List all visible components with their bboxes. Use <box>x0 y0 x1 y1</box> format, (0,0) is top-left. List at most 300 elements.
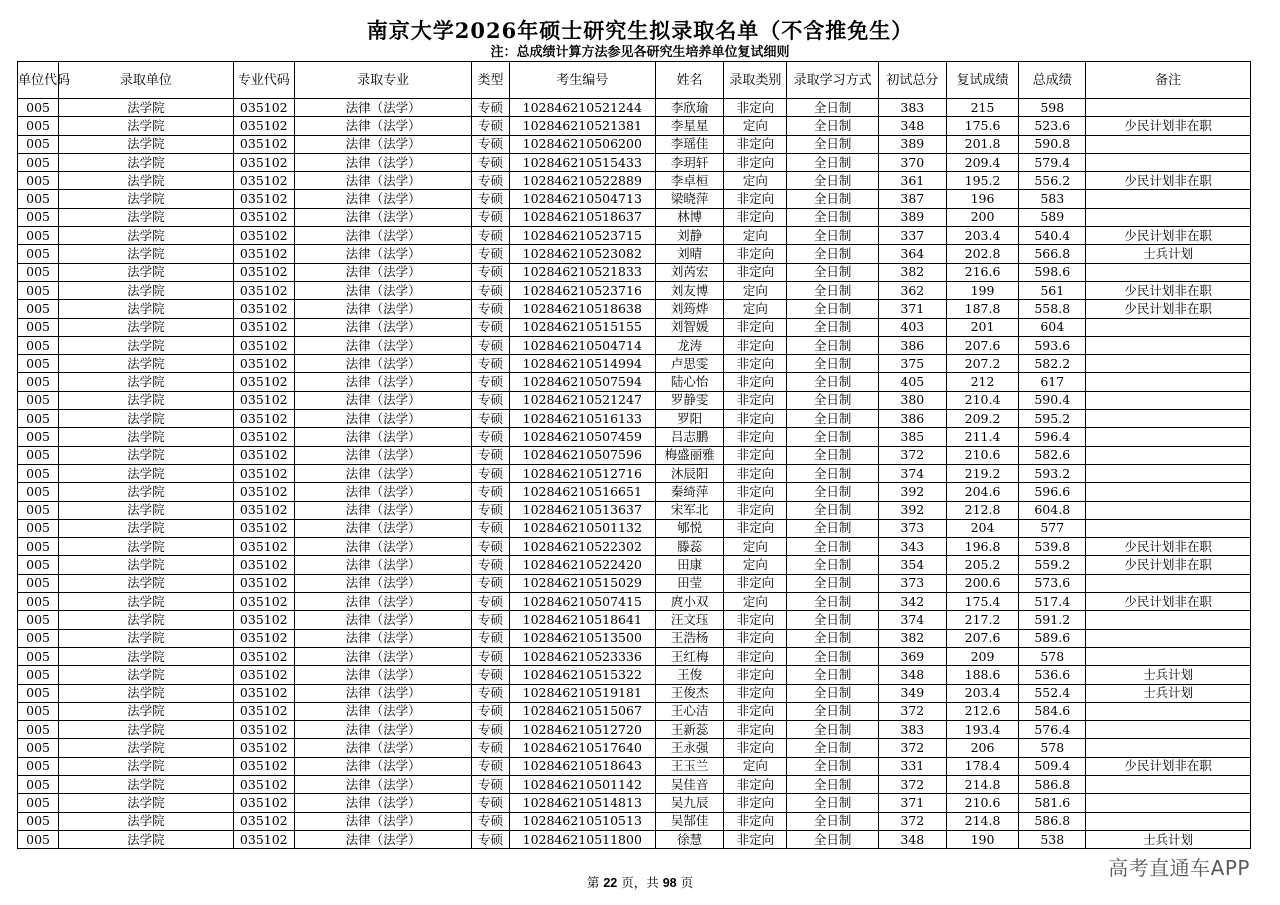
cell-study-mode: 全日制 <box>787 647 878 665</box>
cell-name: 卢思雯 <box>656 355 724 373</box>
cell-type: 专硕 <box>472 812 509 830</box>
cell-initial-score: 373 <box>878 519 946 537</box>
cell-remarks: 少民计划非在职 <box>1086 757 1251 775</box>
cell-type: 专硕 <box>472 830 509 848</box>
cell-unit-code: 005 <box>18 830 59 848</box>
cell-unit-code: 005 <box>18 556 59 574</box>
cell-type: 专硕 <box>472 227 509 245</box>
cell-type: 专硕 <box>472 739 509 757</box>
cell-unit: 法学院 <box>59 538 234 556</box>
table-row <box>18 391 1251 409</box>
watermark: 高考直通车APP <box>1108 856 1250 880</box>
cell-category: 非定向 <box>724 519 787 537</box>
cell-initial-score: 337 <box>878 227 946 245</box>
cell-total-score: 589 <box>1019 208 1086 226</box>
cell-name: 梁晓萍 <box>656 190 724 208</box>
cell-remarks <box>1086 794 1251 812</box>
cell-type: 专硕 <box>472 135 509 153</box>
cell-remarks: 士兵计划 <box>1086 830 1251 848</box>
cell-category: 非定向 <box>724 245 787 263</box>
cell-initial-score: 380 <box>878 391 946 409</box>
cell-major: 法律（法学） <box>294 410 472 428</box>
cell-type: 专硕 <box>472 190 509 208</box>
table-row <box>18 757 1251 775</box>
cell-category: 定向 <box>724 757 787 775</box>
cell-unit: 法学院 <box>59 464 234 482</box>
table-row <box>18 190 1251 208</box>
cell-unit-code: 005 <box>18 153 59 171</box>
cell-study-mode: 全日制 <box>787 629 878 647</box>
cell-study-mode: 全日制 <box>787 775 878 793</box>
cell-unit-code: 005 <box>18 757 59 775</box>
cell-unit-code: 005 <box>18 611 59 629</box>
cell-candidate-id: 102846210516133 <box>509 410 655 428</box>
cell-major: 法律（法学） <box>294 245 472 263</box>
cell-name: 徐慧 <box>656 830 724 848</box>
cell-unit-code: 005 <box>18 391 59 409</box>
cell-category: 非定向 <box>724 99 787 117</box>
cell-retest-score: 188.6 <box>946 666 1018 684</box>
cell-major: 法律（法学） <box>294 574 472 592</box>
cell-major: 法律（法学） <box>294 593 472 611</box>
cell-name: 林博 <box>656 208 724 226</box>
cell-total-score: 558.8 <box>1019 300 1086 318</box>
cell-category: 非定向 <box>724 739 787 757</box>
cell-name: 李瑶佳 <box>656 135 724 153</box>
cell-major: 法律（法学） <box>294 355 472 373</box>
cell-unit-code: 005 <box>18 318 59 336</box>
cell-name: 吕志鹏 <box>656 428 724 446</box>
cell-unit-code: 005 <box>18 373 59 391</box>
cell-major-code: 035102 <box>233 99 294 117</box>
cell-initial-score: 349 <box>878 684 946 702</box>
cell-retest-score: 214.8 <box>946 775 1018 793</box>
cell-major: 法律（法学） <box>294 684 472 702</box>
cell-retest-score: 212 <box>946 373 1018 391</box>
cell-initial-score: 354 <box>878 556 946 574</box>
cell-total-score: 586.8 <box>1019 812 1086 830</box>
cell-candidate-id: 102846210515433 <box>509 153 655 171</box>
cell-name: 李卓桓 <box>656 172 724 190</box>
cell-remarks <box>1086 190 1251 208</box>
cell-major-code: 035102 <box>233 410 294 428</box>
cell-major: 法律（法学） <box>294 117 472 135</box>
cell-candidate-id: 102846210511800 <box>509 830 655 848</box>
cell-study-mode: 全日制 <box>787 501 878 519</box>
cell-study-mode: 全日制 <box>787 739 878 757</box>
cell-name: 汪文珏 <box>656 611 724 629</box>
cell-major: 法律（法学） <box>294 300 472 318</box>
cell-initial-score: 371 <box>878 794 946 812</box>
cell-unit-code: 005 <box>18 739 59 757</box>
cell-study-mode: 全日制 <box>787 794 878 812</box>
cell-retest-score: 195.2 <box>946 172 1018 190</box>
table-row <box>18 263 1251 281</box>
cell-retest-score: 175.4 <box>946 593 1018 611</box>
cell-major-code: 035102 <box>233 483 294 501</box>
cell-total-score: 582.2 <box>1019 355 1086 373</box>
cell-name: 刘友博 <box>656 281 724 299</box>
cell-total-score: 593.2 <box>1019 464 1086 482</box>
cell-initial-score: 392 <box>878 501 946 519</box>
cell-unit-code: 005 <box>18 812 59 830</box>
cell-remarks <box>1086 629 1251 647</box>
cell-candidate-id: 102846210523716 <box>509 281 655 299</box>
cell-major-code: 035102 <box>233 830 294 848</box>
cell-unit-code: 005 <box>18 574 59 592</box>
cell-retest-score: 211.4 <box>946 428 1018 446</box>
cell-unit-code: 005 <box>18 428 59 446</box>
cell-retest-score: 190 <box>946 830 1018 848</box>
cell-category: 非定向 <box>724 812 787 830</box>
cell-retest-score: 203.4 <box>946 227 1018 245</box>
cell-candidate-id: 102846210514994 <box>509 355 655 373</box>
cell-unit: 法学院 <box>59 757 234 775</box>
header-unit: 录取单位 <box>59 62 234 99</box>
cell-candidate-id: 102846210507594 <box>509 373 655 391</box>
cell-category: 非定向 <box>724 483 787 501</box>
cell-retest-score: 175.6 <box>946 117 1018 135</box>
cell-unit: 法学院 <box>59 684 234 702</box>
cell-unit: 法学院 <box>59 830 234 848</box>
cell-unit-code: 005 <box>18 446 59 464</box>
cell-name: 吴九辰 <box>656 794 724 812</box>
cell-major-code: 035102 <box>233 794 294 812</box>
cell-unit: 法学院 <box>59 281 234 299</box>
cell-name: 田康 <box>656 556 724 574</box>
cell-name: 罗阳 <box>656 410 724 428</box>
table-row <box>18 556 1251 574</box>
cell-name: 王俊杰 <box>656 684 724 702</box>
cell-name: 郇悦 <box>656 519 724 537</box>
cell-total-score: 604 <box>1019 318 1086 336</box>
cell-total-score: 517.4 <box>1019 593 1086 611</box>
cell-type: 专硕 <box>472 702 509 720</box>
cell-total-score: 540.4 <box>1019 227 1086 245</box>
cell-unit: 法学院 <box>59 574 234 592</box>
cell-major-code: 035102 <box>233 775 294 793</box>
cell-major-code: 035102 <box>233 300 294 318</box>
cell-total-score: 559.2 <box>1019 556 1086 574</box>
cell-unit: 法学院 <box>59 373 234 391</box>
admission-table <box>17 61 1251 849</box>
cell-major: 法律（法学） <box>294 208 472 226</box>
cell-name: 王浩杨 <box>656 629 724 647</box>
cell-candidate-id: 102846210510513 <box>509 812 655 830</box>
cell-retest-score: 202.8 <box>946 245 1018 263</box>
cell-total-score: 589.6 <box>1019 629 1086 647</box>
cell-retest-score: 201.8 <box>946 135 1018 153</box>
cell-major: 法律（法学） <box>294 794 472 812</box>
cell-study-mode: 全日制 <box>787 593 878 611</box>
cell-candidate-id: 102846210512716 <box>509 464 655 482</box>
table-row <box>18 812 1251 830</box>
cell-study-mode: 全日制 <box>787 721 878 739</box>
cell-unit-code: 005 <box>18 538 59 556</box>
cell-major-code: 035102 <box>233 556 294 574</box>
cell-unit: 法学院 <box>59 775 234 793</box>
cell-category: 定向 <box>724 117 787 135</box>
cell-major-code: 035102 <box>233 757 294 775</box>
table-row <box>18 611 1251 629</box>
cell-initial-score: 342 <box>878 593 946 611</box>
cell-study-mode: 全日制 <box>787 757 878 775</box>
cell-remarks <box>1086 483 1251 501</box>
cell-candidate-id: 102846210516651 <box>509 483 655 501</box>
page-total: 98 <box>662 876 677 890</box>
cell-type: 专硕 <box>472 666 509 684</box>
cell-category: 非定向 <box>724 666 787 684</box>
cell-type: 专硕 <box>472 721 509 739</box>
cell-candidate-id: 102846210523082 <box>509 245 655 263</box>
cell-major: 法律（法学） <box>294 556 472 574</box>
cell-unit-code: 005 <box>18 629 59 647</box>
table-row <box>18 281 1251 299</box>
cell-type: 专硕 <box>472 172 509 190</box>
cell-unit: 法学院 <box>59 227 234 245</box>
cell-type: 专硕 <box>472 336 509 354</box>
cell-major-code: 035102 <box>233 519 294 537</box>
cell-total-score: 556.2 <box>1019 172 1086 190</box>
cell-retest-score: 206 <box>946 739 1018 757</box>
cell-candidate-id: 102846210501132 <box>509 519 655 537</box>
cell-name: 刘智媛 <box>656 318 724 336</box>
cell-unit-code: 005 <box>18 721 59 739</box>
cell-major-code: 035102 <box>233 684 294 702</box>
table-row <box>18 629 1251 647</box>
cell-major: 法律（法学） <box>294 336 472 354</box>
cell-initial-score: 364 <box>878 245 946 263</box>
cell-name: 庹小双 <box>656 593 724 611</box>
table-row <box>18 464 1251 482</box>
cell-major: 法律（法学） <box>294 629 472 647</box>
cell-name: 田莹 <box>656 574 724 592</box>
cell-unit: 法学院 <box>59 519 234 537</box>
cell-initial-score: 372 <box>878 812 946 830</box>
cell-study-mode: 全日制 <box>787 556 878 574</box>
cell-unit: 法学院 <box>59 702 234 720</box>
cell-total-score: 577 <box>1019 519 1086 537</box>
cell-retest-score: 209.4 <box>946 153 1018 171</box>
cell-major-code: 035102 <box>233 647 294 665</box>
cell-unit-code: 005 <box>18 190 59 208</box>
cell-study-mode: 全日制 <box>787 245 878 263</box>
cell-initial-score: 348 <box>878 117 946 135</box>
cell-study-mode: 全日制 <box>787 428 878 446</box>
cell-study-mode: 全日制 <box>787 410 878 428</box>
cell-major-code: 035102 <box>233 574 294 592</box>
cell-total-score: 581.6 <box>1019 794 1086 812</box>
cell-retest-score: 204.6 <box>946 483 1018 501</box>
cell-type: 专硕 <box>472 464 509 482</box>
cell-major: 法律（法学） <box>294 99 472 117</box>
cell-type: 专硕 <box>472 446 509 464</box>
table-row <box>18 519 1251 537</box>
cell-study-mode: 全日制 <box>787 391 878 409</box>
cell-total-score: 596.4 <box>1019 428 1086 446</box>
cell-initial-score: 372 <box>878 702 946 720</box>
cell-category: 非定向 <box>724 446 787 464</box>
cell-unit: 法学院 <box>59 812 234 830</box>
cell-unit-code: 005 <box>18 300 59 318</box>
cell-name: 罗静雯 <box>656 391 724 409</box>
cell-total-score: 552.4 <box>1019 684 1086 702</box>
table-row <box>18 208 1251 226</box>
table-row <box>18 355 1251 373</box>
cell-total-score: 579.4 <box>1019 153 1086 171</box>
cell-major: 法律（法学） <box>294 391 472 409</box>
cell-unit: 法学院 <box>59 263 234 281</box>
cell-total-score: 598.6 <box>1019 263 1086 281</box>
cell-candidate-id: 102846210513637 <box>509 501 655 519</box>
cell-name: 秦绮萍 <box>656 483 724 501</box>
cell-major-code: 035102 <box>233 446 294 464</box>
cell-initial-score: 348 <box>878 666 946 684</box>
cell-unit: 法学院 <box>59 245 234 263</box>
cell-study-mode: 全日制 <box>787 153 878 171</box>
cell-remarks: 少民计划非在职 <box>1086 538 1251 556</box>
cell-retest-score: 214.8 <box>946 812 1018 830</box>
cell-unit-code: 005 <box>18 410 59 428</box>
cell-study-mode: 全日制 <box>787 172 878 190</box>
cell-remarks: 少民计划非在职 <box>1086 556 1251 574</box>
cell-major-code: 035102 <box>233 373 294 391</box>
cell-category: 非定向 <box>724 702 787 720</box>
cell-category: 非定向 <box>724 684 787 702</box>
cell-major: 法律（法学） <box>294 666 472 684</box>
cell-name: 沐辰阳 <box>656 464 724 482</box>
cell-unit: 法学院 <box>59 483 234 501</box>
cell-name: 李欣瑜 <box>656 99 724 117</box>
cell-initial-score: 371 <box>878 300 946 318</box>
cell-name: 王俊 <box>656 666 724 684</box>
cell-category: 非定向 <box>724 263 787 281</box>
cell-name: 刘芮宏 <box>656 263 724 281</box>
cell-initial-score: 392 <box>878 483 946 501</box>
cell-retest-score: 203.4 <box>946 684 1018 702</box>
cell-candidate-id: 102846210515322 <box>509 666 655 684</box>
cell-study-mode: 全日制 <box>787 611 878 629</box>
cell-remarks <box>1086 153 1251 171</box>
cell-name: 刘筠烨 <box>656 300 724 318</box>
cell-remarks: 少民计划非在职 <box>1086 593 1251 611</box>
cell-unit-code: 005 <box>18 281 59 299</box>
cell-retest-score: 212.6 <box>946 702 1018 720</box>
cell-initial-score: 372 <box>878 775 946 793</box>
cell-unit: 法学院 <box>59 501 234 519</box>
cell-category: 定向 <box>724 556 787 574</box>
cell-unit: 法学院 <box>59 208 234 226</box>
cell-unit-code: 005 <box>18 135 59 153</box>
cell-candidate-id: 102846210501142 <box>509 775 655 793</box>
cell-study-mode: 全日制 <box>787 318 878 336</box>
cell-name: 王新蕊 <box>656 721 724 739</box>
table-row <box>18 483 1251 501</box>
cell-major: 法律（法学） <box>294 611 472 629</box>
cell-major: 法律（法学） <box>294 775 472 793</box>
cell-unit-code: 005 <box>18 483 59 501</box>
cell-candidate-id: 102846210506200 <box>509 135 655 153</box>
cell-study-mode: 全日制 <box>787 281 878 299</box>
header-total-score: 总成绩 <box>1019 62 1086 99</box>
cell-type: 专硕 <box>472 245 509 263</box>
cell-major-code: 035102 <box>233 391 294 409</box>
cell-initial-score: 372 <box>878 446 946 464</box>
cell-retest-score: 209 <box>946 647 1018 665</box>
cell-remarks: 士兵计划 <box>1086 684 1251 702</box>
cell-candidate-id: 102846210521381 <box>509 117 655 135</box>
table-row <box>18 99 1251 117</box>
cell-major-code: 035102 <box>233 593 294 611</box>
cell-retest-score: 210.4 <box>946 391 1018 409</box>
cell-category: 非定向 <box>724 428 787 446</box>
cell-unit-code: 005 <box>18 666 59 684</box>
table-row <box>18 593 1251 611</box>
cell-major: 法律（法学） <box>294 153 472 171</box>
cell-remarks <box>1086 501 1251 519</box>
cell-total-score: 573.6 <box>1019 574 1086 592</box>
cell-major-code: 035102 <box>233 611 294 629</box>
cell-unit-code: 005 <box>18 794 59 812</box>
cell-initial-score: 374 <box>878 464 946 482</box>
cell-major-code: 035102 <box>233 501 294 519</box>
cell-study-mode: 全日制 <box>787 373 878 391</box>
cell-unit: 法学院 <box>59 794 234 812</box>
cell-type: 专硕 <box>472 593 509 611</box>
cell-name: 李玥轩 <box>656 153 724 171</box>
cell-major-code: 035102 <box>233 538 294 556</box>
cell-study-mode: 全日制 <box>787 666 878 684</box>
cell-unit-code: 005 <box>18 336 59 354</box>
cell-total-score: 578 <box>1019 647 1086 665</box>
cell-candidate-id: 102846210521247 <box>509 391 655 409</box>
cell-name: 吴郜佳 <box>656 812 724 830</box>
cell-type: 专硕 <box>472 410 509 428</box>
cell-major-code: 035102 <box>233 135 294 153</box>
cell-category: 非定向 <box>724 355 787 373</box>
cell-major-code: 035102 <box>233 428 294 446</box>
cell-type: 专硕 <box>472 519 509 537</box>
cell-initial-score: 331 <box>878 757 946 775</box>
cell-initial-score: 382 <box>878 629 946 647</box>
cell-major: 法律（法学） <box>294 373 472 391</box>
cell-study-mode: 全日制 <box>787 99 878 117</box>
cell-initial-score: 374 <box>878 611 946 629</box>
cell-total-score: 595.2 <box>1019 410 1086 428</box>
cell-candidate-id: 102846210504714 <box>509 336 655 354</box>
cell-total-score: 596.6 <box>1019 483 1086 501</box>
cell-unit: 法学院 <box>59 593 234 611</box>
cell-initial-score: 405 <box>878 373 946 391</box>
table-row <box>18 300 1251 318</box>
cell-remarks <box>1086 318 1251 336</box>
cell-unit: 法学院 <box>59 318 234 336</box>
cell-retest-score: 196 <box>946 190 1018 208</box>
cell-major: 法律（法学） <box>294 830 472 848</box>
table-row <box>18 117 1251 135</box>
header-category: 录取类别 <box>724 62 787 99</box>
cell-candidate-id: 102846210522302 <box>509 538 655 556</box>
cell-major: 法律（法学） <box>294 464 472 482</box>
cell-remarks <box>1086 519 1251 537</box>
cell-name: 王心洁 <box>656 702 724 720</box>
cell-study-mode: 全日制 <box>787 483 878 501</box>
cell-remarks: 少民计划非在职 <box>1086 281 1251 299</box>
cell-initial-score: 387 <box>878 190 946 208</box>
cell-initial-score: 389 <box>878 208 946 226</box>
cell-retest-score: 212.8 <box>946 501 1018 519</box>
cell-type: 专硕 <box>472 775 509 793</box>
